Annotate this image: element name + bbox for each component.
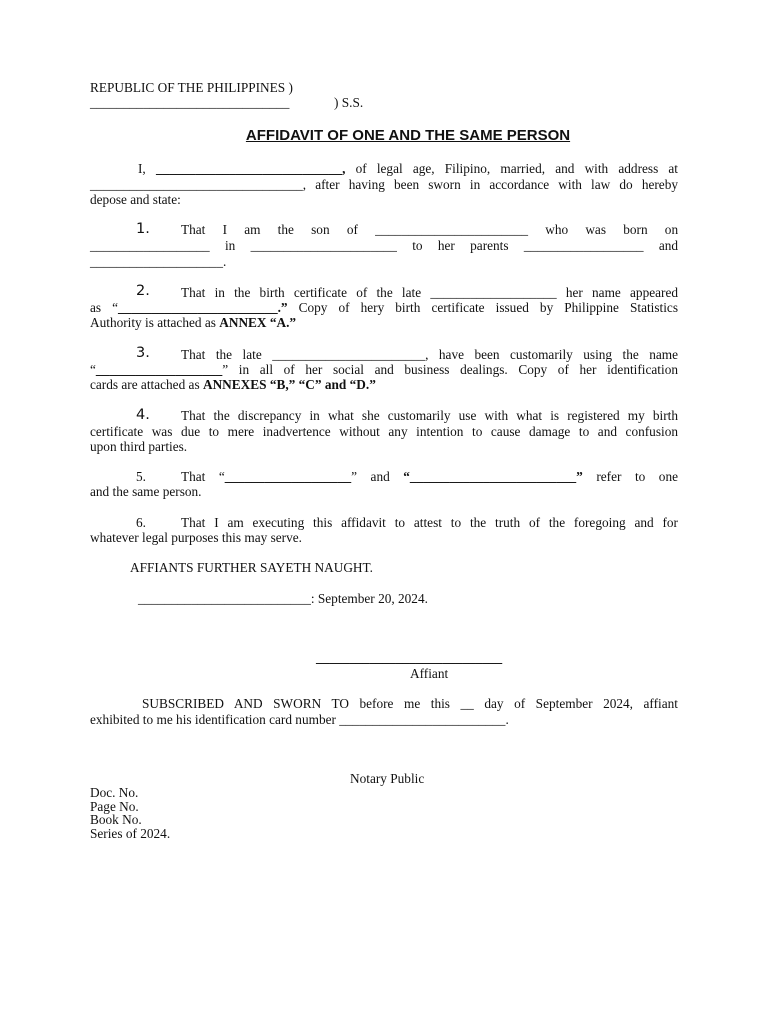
- p5-line-2: and the same person.: [90, 484, 202, 499]
- p2-annex-label: ANNEX “A.”: [219, 315, 297, 330]
- p4-line-1: That the discrepancy in what she customarily use with what is registered my birth: [181, 408, 678, 423]
- venue-blank: ______________________________: [90, 95, 290, 110]
- intro-line-1: [138, 161, 678, 177]
- p1-word: on: [664, 222, 679, 237]
- p1-word: to her parents: [412, 238, 509, 253]
- p6-line-2: whatever legal purposes this may serve.: [90, 530, 302, 545]
- further-sayeth: AFFIANTS FURTHER SAYETH NAUGHT.: [130, 560, 373, 575]
- p3-rest: ” in all of her social and business dealings. Copy of her identification: [222, 362, 678, 377]
- p4-number: 4.: [136, 407, 150, 423]
- p1-line-2: [90, 238, 678, 254]
- p1-blank: _______________________: [375, 222, 529, 237]
- p6-number: 6.: [136, 515, 146, 530]
- p3-open-quote: “: [90, 362, 96, 377]
- p4-line-2: certificate was due to mere inadvertence without any intention to cause damage to and confusion: [90, 424, 678, 439]
- p2-prefix: as “: [90, 300, 119, 315]
- intro-rest-2: after having been sworn in accordance with law do hereby: [315, 177, 678, 192]
- series: Series of 2024.: [90, 826, 171, 841]
- p1-blank: ______________________: [250, 238, 397, 253]
- p3-line-2: [90, 362, 678, 378]
- p1-word: the: [277, 222, 294, 237]
- p5-number: 5.: [136, 469, 146, 484]
- venue-republic: REPUBLIC OF THE PHILIPPINES ): [90, 80, 293, 95]
- p1-number: 1.: [136, 221, 150, 237]
- p1-word: born: [623, 222, 648, 237]
- p3-blank-bold: ___________________: [95, 362, 223, 377]
- p5-that: That “: [181, 469, 225, 484]
- signature-line: ____________________________: [316, 650, 503, 665]
- p5-blank-1: ___________________: [224, 469, 352, 484]
- doc-no: Doc. No.: [90, 785, 139, 800]
- p1-word: who: [545, 222, 569, 237]
- p1-word: of: [346, 222, 358, 237]
- p3-text: That the late: [181, 347, 262, 362]
- p2-number: 2.: [136, 283, 150, 299]
- p1-word: I: [222, 222, 228, 237]
- p1-word: was: [585, 222, 607, 237]
- p2-rest: Copy of hery birth certificate issued by Philippine Statistics: [298, 300, 678, 315]
- p5-and: ” and: [351, 469, 390, 484]
- p2-text: her name appeared: [565, 285, 678, 300]
- p5-blank-2: “_________________________”: [403, 469, 583, 484]
- p3-line-3: [90, 377, 376, 393]
- subscribed-line-2: exhibited to me his identification card number _________________________.: [90, 712, 509, 727]
- p3-annex-label: ANNEXES “B,” “C” and “D.”: [202, 377, 376, 392]
- p2-blank: ___________________: [430, 285, 557, 300]
- p2-annex-text: Authority is attached as: [90, 315, 216, 330]
- p3-number: 3.: [136, 345, 150, 361]
- document-title: AFFIDAVIT OF ONE AND THE SAME PERSON: [245, 127, 571, 144]
- p6-line-1: That I am executing this affidavit to attest to the truth of the foregoing and for: [181, 515, 678, 530]
- p5-rest: refer to one: [596, 469, 679, 484]
- name-blank: ____________________________,: [155, 161, 346, 176]
- p1-word: am: [244, 222, 261, 237]
- date-line: __________________________: September 20, 2024.: [138, 591, 428, 606]
- p2-line-1: [181, 285, 678, 301]
- p1-word: son: [311, 222, 330, 237]
- venue-ss: ) S.S.: [334, 95, 364, 110]
- p2-blank-bold: ________________________.”: [118, 300, 288, 315]
- p3-text: have been customarily using the name: [438, 347, 679, 362]
- subscribed-line-1: SUBSCRIBED AND SWORN TO before me this __ day of September 2024, affiant: [142, 696, 678, 711]
- intro-line-2: [90, 177, 678, 193]
- p5-line-1: [181, 469, 678, 485]
- intro-rest-1: of legal age, Filipino, married, and with address at: [355, 161, 679, 176]
- address-blank: ________________________________,: [90, 177, 307, 192]
- p1-blank: __________________: [523, 238, 644, 253]
- book-no: Book No.: [90, 812, 142, 827]
- p1-blank: __________________: [90, 238, 210, 253]
- p1-line-1: [181, 222, 678, 238]
- p4-line-3: upon third parties.: [90, 439, 188, 454]
- p3-annex-text: cards are attached as: [90, 377, 200, 392]
- p2-text: That in the birth certificate of the late: [181, 285, 422, 300]
- p1-word: in: [224, 238, 236, 253]
- intro-i: I,: [138, 161, 146, 176]
- p2-line-2: [90, 300, 678, 316]
- p3-blank: _______________________,: [272, 347, 429, 362]
- p1-line-3: ____________________.: [90, 254, 227, 269]
- p2-line-3: [90, 315, 296, 331]
- affiant-label: Affiant: [410, 666, 449, 681]
- intro-line-3: depose and state:: [90, 192, 181, 207]
- p1-word: and: [658, 238, 679, 253]
- notary-public-label: Notary Public: [350, 771, 425, 786]
- p1-word: That: [181, 222, 206, 237]
- p3-line-1: [181, 347, 678, 363]
- page-no: Page No.: [90, 799, 139, 814]
